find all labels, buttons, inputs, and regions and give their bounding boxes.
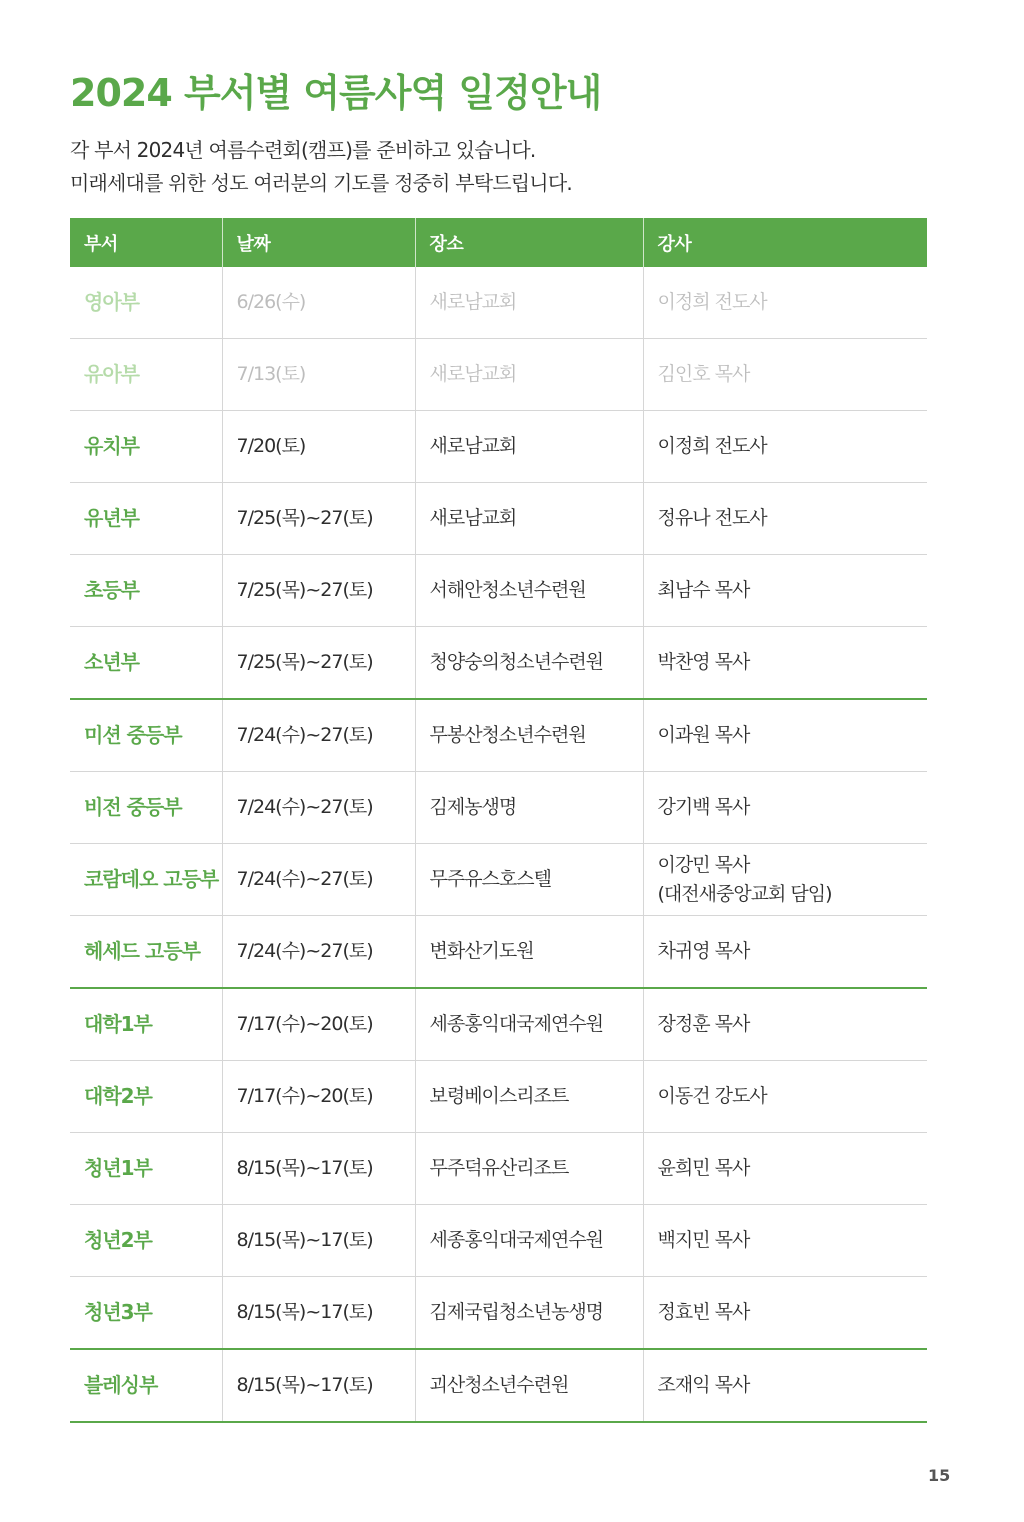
cell-speaker <box>643 1061 927 1133</box>
table-row <box>70 339 927 411</box>
intro-text <box>70 134 572 200</box>
table-row <box>70 1205 927 1277</box>
speaker-name: 차귀영 목사 <box>657 940 750 962</box>
cell-dept: 소년부 <box>70 627 222 700</box>
cell-speaker <box>643 844 927 916</box>
cell-date: 7/25(목)~27(토) <box>222 483 415 555</box>
cell-speaker <box>643 916 927 989</box>
header-dept: 부서 <box>70 218 222 267</box>
cell-place: 청양숭의청소년수련원 <box>415 627 643 700</box>
cell-dept: 청년2부 <box>70 1205 222 1277</box>
cell-date: 7/24(수)~27(토) <box>222 844 415 916</box>
cell-date: 7/13(토) <box>222 339 415 411</box>
speaker-name: 윤희민 목사 <box>657 1157 750 1179</box>
cell-date: 8/15(목)~17(토) <box>222 1277 415 1350</box>
cell-speaker <box>643 1133 927 1205</box>
table-row <box>70 916 927 989</box>
cell-place: 새로남교회 <box>415 339 643 411</box>
cell-date: 8/15(목)~17(토) <box>222 1205 415 1277</box>
header-place: 장소 <box>415 218 643 267</box>
speaker-name: 강기백 목사 <box>657 796 750 818</box>
table-row <box>70 267 927 339</box>
header-date: 날짜 <box>222 218 415 267</box>
page-title: 2024 부서별 여름사역 일정안내 <box>70 71 602 115</box>
speaker-name: 장정훈 목사 <box>657 1013 750 1035</box>
cell-speaker <box>643 699 927 772</box>
cell-place: 괴산청소년수련원 <box>415 1349 643 1422</box>
cell-date: 7/24(수)~27(토) <box>222 916 415 989</box>
cell-date: 7/20(토) <box>222 411 415 483</box>
cell-dept: 청년3부 <box>70 1277 222 1350</box>
cell-date: 8/15(목)~17(토) <box>222 1349 415 1422</box>
cell-date: 7/25(목)~27(토) <box>222 627 415 700</box>
speaker-name: 정효빈 목사 <box>657 1301 750 1323</box>
speaker-name: 이정희 전도사 <box>657 435 767 457</box>
cell-place: 무주덕유산리조트 <box>415 1133 643 1205</box>
cell-dept: 유아부 <box>70 339 222 411</box>
cell-place: 무봉산청소년수련원 <box>415 699 643 772</box>
table-row <box>70 699 927 772</box>
cell-speaker <box>643 772 927 844</box>
schedule-table <box>70 218 927 1423</box>
cell-speaker <box>643 1205 927 1277</box>
speaker-name: 이강민 목사 <box>657 853 750 876</box>
table-row <box>70 988 927 1061</box>
intro-line-1: 각 부서 2024년 여름수련회(캠프)를 준비하고 있습니다. <box>70 138 536 162</box>
speaker-note: (대전새중앙교회 담임) <box>657 882 832 905</box>
cell-dept: 블레싱부 <box>70 1349 222 1422</box>
cell-place: 김제농생명 <box>415 772 643 844</box>
table-header-row <box>70 218 927 267</box>
cell-date: 6/26(수) <box>222 267 415 339</box>
cell-dept: 비전 중등부 <box>70 772 222 844</box>
table-row <box>70 844 927 916</box>
table-row <box>70 555 927 627</box>
cell-speaker <box>643 1277 927 1350</box>
speaker-name: 이정희 전도사 <box>657 291 767 313</box>
cell-speaker <box>643 555 927 627</box>
cell-dept: 헤세드 고등부 <box>70 916 222 989</box>
speaker-name: 박찬영 목사 <box>657 651 750 673</box>
table-row <box>70 1277 927 1350</box>
table-row <box>70 411 927 483</box>
cell-date: 7/17(수)~20(토) <box>222 988 415 1061</box>
speaker-name: 최남수 목사 <box>657 579 750 601</box>
cell-speaker <box>643 1349 927 1422</box>
cell-place: 변화산기도원 <box>415 916 643 989</box>
cell-date: 7/24(수)~27(토) <box>222 699 415 772</box>
cell-dept: 미션 중등부 <box>70 699 222 772</box>
table-row <box>70 1061 927 1133</box>
cell-speaker <box>643 411 927 483</box>
cell-place: 새로남교회 <box>415 411 643 483</box>
cell-dept: 유년부 <box>70 483 222 555</box>
table-row <box>70 1349 927 1422</box>
cell-date: 8/15(목)~17(토) <box>222 1133 415 1205</box>
cell-place: 세종홍익대국제연수원 <box>415 1205 643 1277</box>
cell-date: 7/17(수)~20(토) <box>222 1061 415 1133</box>
cell-date: 7/25(목)~27(토) <box>222 555 415 627</box>
speaker-name: 김인호 목사 <box>657 363 750 385</box>
speaker-name: 이과원 목사 <box>657 724 750 746</box>
cell-place: 새로남교회 <box>415 267 643 339</box>
table-row <box>70 627 927 700</box>
cell-place: 새로남교회 <box>415 483 643 555</box>
cell-dept: 청년1부 <box>70 1133 222 1205</box>
speaker-name: 이동건 강도사 <box>657 1085 767 1107</box>
table-row <box>70 483 927 555</box>
cell-place: 무주유스호스텔 <box>415 844 643 916</box>
table-row <box>70 1133 927 1205</box>
speaker-name: 조재익 목사 <box>657 1374 750 1396</box>
table-row <box>70 772 927 844</box>
cell-dept: 영아부 <box>70 267 222 339</box>
cell-date: 7/24(수)~27(토) <box>222 772 415 844</box>
speaker-name: 정유나 전도사 <box>657 507 767 529</box>
cell-dept: 초등부 <box>70 555 222 627</box>
speaker-name: 백지민 목사 <box>657 1229 750 1251</box>
cell-place: 김제국립청소년농생명 <box>415 1277 643 1350</box>
cell-dept: 대학1부 <box>70 988 222 1061</box>
cell-dept: 유치부 <box>70 411 222 483</box>
cell-dept: 대학2부 <box>70 1061 222 1133</box>
cell-place: 세종홍익대국제연수원 <box>415 988 643 1061</box>
page-number: 15 <box>928 1466 951 1485</box>
cell-speaker <box>643 627 927 700</box>
intro-line-2: 미래세대를 위한 성도 여러분의 기도를 정중히 부탁드립니다. <box>70 171 572 195</box>
cell-speaker <box>643 267 927 339</box>
cell-speaker <box>643 988 927 1061</box>
header-speaker: 강사 <box>643 218 927 267</box>
cell-place: 보령베이스리조트 <box>415 1061 643 1133</box>
cell-dept: 코람데오 고등부 <box>70 844 222 916</box>
cell-place: 서해안청소년수련원 <box>415 555 643 627</box>
cell-speaker <box>643 483 927 555</box>
cell-speaker <box>643 339 927 411</box>
